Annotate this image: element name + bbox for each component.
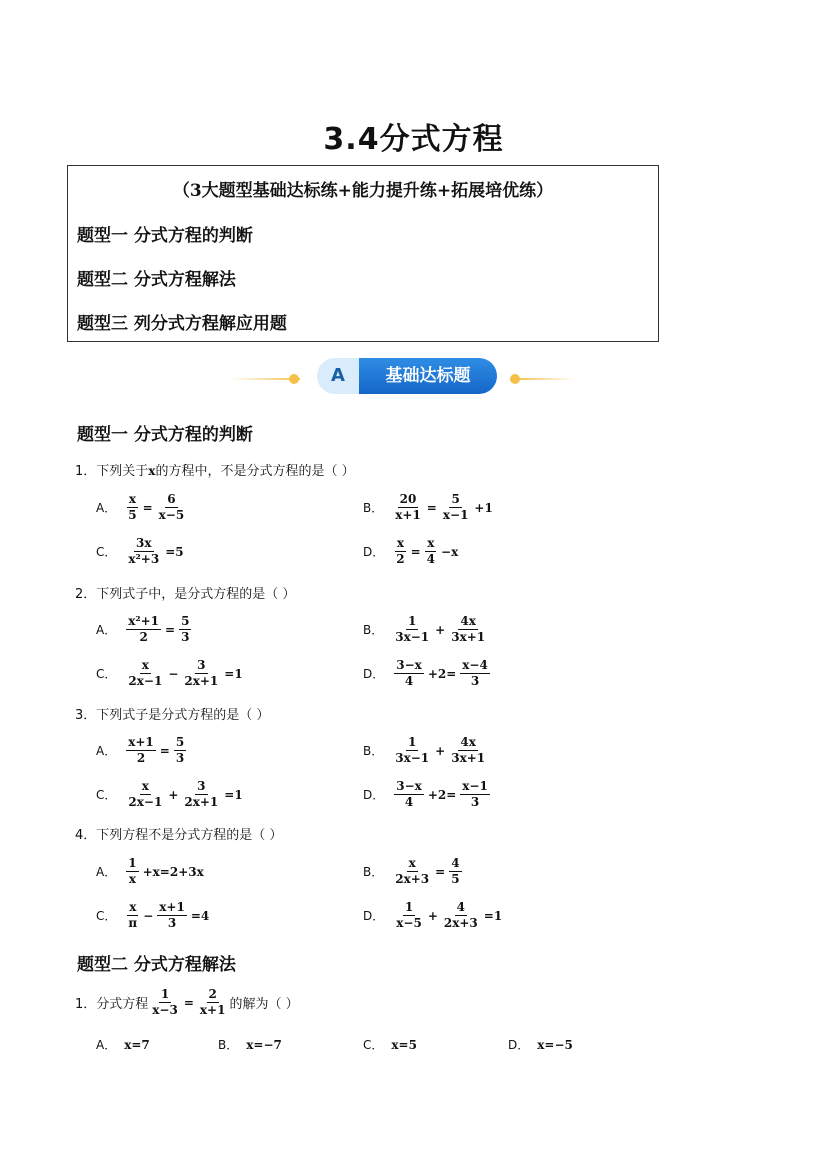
toc-item-3: 题型三 列分式方程解应用题 <box>77 314 287 334</box>
q2-option-a[interactable]: A． $\frac{\text{x²+1}}{2}$ = $\frac{5}{3}$ <box>96 614 190 644</box>
q1-option-a[interactable]: A． $\frac{x}{5}$ = $\frac{6}{x-5}$ <box>96 492 185 522</box>
banner-left-dot <box>289 374 299 384</box>
summary-subtitle: （3大题型基础达标练+能力提升练+拓展培优练） <box>172 181 554 201</box>
question-2-1-stem: 1．分式方程 $\frac{1}{x-3}$ = $\frac{2}{x+1}$ 的解为（ ） <box>75 987 299 1017</box>
question-1-4-stem: 4．下列方程不是分式方程的是（ ） <box>75 828 283 843</box>
banner-right-line <box>515 378 575 380</box>
question-1-1-stem: 1．下列关于x的方程中，不是分式方程的是（ ） <box>75 464 355 479</box>
q2-option-c[interactable]: C． x 2x−1 − $\frac{3}{2x+1}$ =1 <box>96 658 243 688</box>
q2-option-d[interactable]: D． 3−x 4 +2= $\frac{x-4}{3}$ <box>363 658 488 688</box>
q3-option-a[interactable]: A． $\frac{x+1}{2}$ = $\frac{5}{3}$ <box>96 735 185 765</box>
q5-option-a[interactable]: A． x=7 <box>96 1037 150 1052</box>
page-title: 3.4分式方程 <box>323 122 504 157</box>
q5-option-b[interactable]: B． x=−7 <box>218 1037 282 1052</box>
banner-label: 基础达标题 <box>359 358 497 394</box>
q4-option-d[interactable]: D． 1 x−5 + $\frac{4}{2x+3}$ =1 <box>363 900 503 930</box>
q5-option-c[interactable]: C． x=5 <box>363 1037 417 1052</box>
q3-option-d[interactable]: D． 3−x 4 +2= $\frac{x-1}{3}$ <box>363 779 488 809</box>
q1-option-d[interactable]: D． $\frac{x}{2}$ = $\frac{x}{4}$ −x <box>363 536 459 566</box>
q5-option-d[interactable]: D． x=−5 <box>508 1037 573 1052</box>
q4-option-c[interactable]: C． x π − $\frac{x+1}{3}$ =4 <box>96 900 210 930</box>
q1-option-b[interactable]: B． $\frac{20}{x+1}$ = $\frac{5}{x-1}$ +1 <box>363 492 493 522</box>
question-1-2-stem: 2．下列式子中，是分式方程的是（ ） <box>75 587 296 602</box>
q4-option-a[interactable]: A． 1 x +x=2+3x <box>96 856 204 886</box>
q3-option-c[interactable]: C． x 2x−1 + $\frac{3}{2x+1}$ =1 <box>96 779 243 809</box>
section1-heading: 题型一 分式方程的判断 <box>77 425 253 445</box>
question-1-3-stem: 3．下列式子是分式方程的是（ ） <box>75 708 270 723</box>
banner-letter: A <box>317 358 359 394</box>
q3-option-b[interactable]: B． 1 3x−1 + $\frac{4x}{3x+1}$ <box>363 735 486 765</box>
q2-option-b[interactable]: B． 1 3x−1 + $\frac{4x}{3x+1}$ <box>363 614 486 644</box>
section2-heading: 题型二 分式方程解法 <box>77 955 236 975</box>
q1-option-c[interactable]: C． $\frac{3x}{\text{x²+3}}$ =5 <box>96 536 184 566</box>
q4-option-b[interactable]: B． $\frac{x}{2x+3}$ = $\frac{4}{5}$ <box>363 856 460 886</box>
toc-item-1: 题型一 分式方程的判断 <box>77 226 253 246</box>
toc-item-2: 题型二 分式方程解法 <box>77 270 236 290</box>
